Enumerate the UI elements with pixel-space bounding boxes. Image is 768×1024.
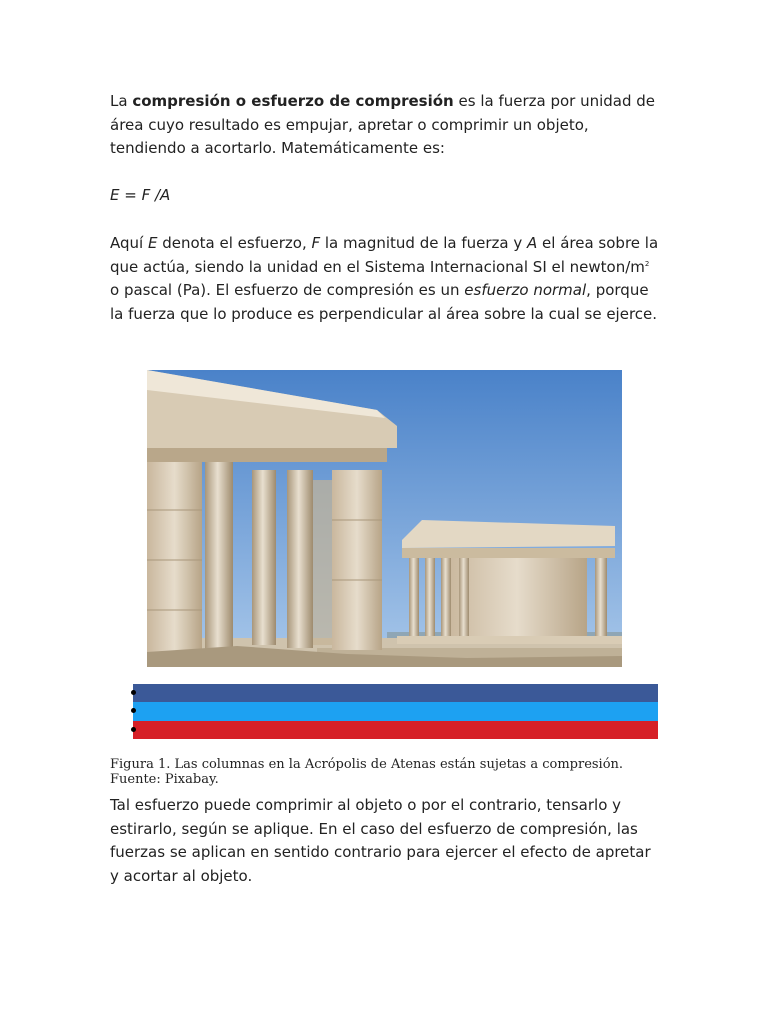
- superscript-2: 2: [644, 259, 650, 268]
- intro-bold-term: compresión o esfuerzo de compresión: [132, 92, 454, 110]
- share-bar-twitter[interactable]: [133, 702, 658, 720]
- bullet-icon: [131, 727, 136, 732]
- italic-term: esfuerzo normal: [464, 281, 587, 300]
- definition-text-2: denota el esfuerzo,: [157, 234, 312, 252]
- symbol-f: F: [311, 234, 321, 252]
- bullet-icon: [131, 690, 136, 695]
- bullet-icon: [131, 708, 136, 713]
- share-bar: [133, 684, 658, 739]
- symbol-e: E: [147, 234, 158, 252]
- stress-formula: [110, 184, 660, 208]
- acropolis-illustration: [147, 370, 622, 667]
- share-bar-pinterest[interactable]: [133, 721, 658, 739]
- share-bar-facebook[interactable]: [133, 684, 658, 702]
- definition-text-3: la magnitud de la fuerza y: [320, 234, 528, 252]
- definition-text-5: o pascal (Pa). El esfuerzo de compresión es un: [110, 281, 465, 300]
- intro-text-start: La: [110, 92, 133, 110]
- definition-paragraph: [110, 232, 660, 327]
- formula-text: E = F /A: [110, 186, 171, 204]
- definition-text-1: Aquí: [110, 234, 148, 252]
- acropolis-photo: [147, 370, 622, 667]
- intro-paragraph: [110, 90, 660, 161]
- figure-caption: Figura 1. Las columnas en la Acrópolis de Atenas están sujetas a compresión. Fuente: Pixabay.: [110, 757, 624, 787]
- definition-text-6: , porque la fuerza que lo produce es perpendicular al área sobre la cual se ejerce.: [110, 281, 658, 324]
- definition-text-4: el área sobre la que actúa, siendo la unidad en el Sistema Internacional SI el newton/m: [110, 234, 659, 276]
- closing-paragraph: Tal esfuerzo puede comprimir al objeto o por el contrario, tensarlo y estirarlo, según se aplique. En el caso del esfuerzo de compresión, las fuerzas se aplican en sentido contrario para ejercer el efecto de apretar y acortar al objeto.: [110, 796, 651, 886]
- intro-text-end: es la fuerza por unidad de área cuyo resultado es empujar, apretar o comprimir un objeto, tendiendo a acortarlo. Matemáticamente es:: [110, 92, 656, 158]
- symbol-a: A: [527, 234, 538, 252]
